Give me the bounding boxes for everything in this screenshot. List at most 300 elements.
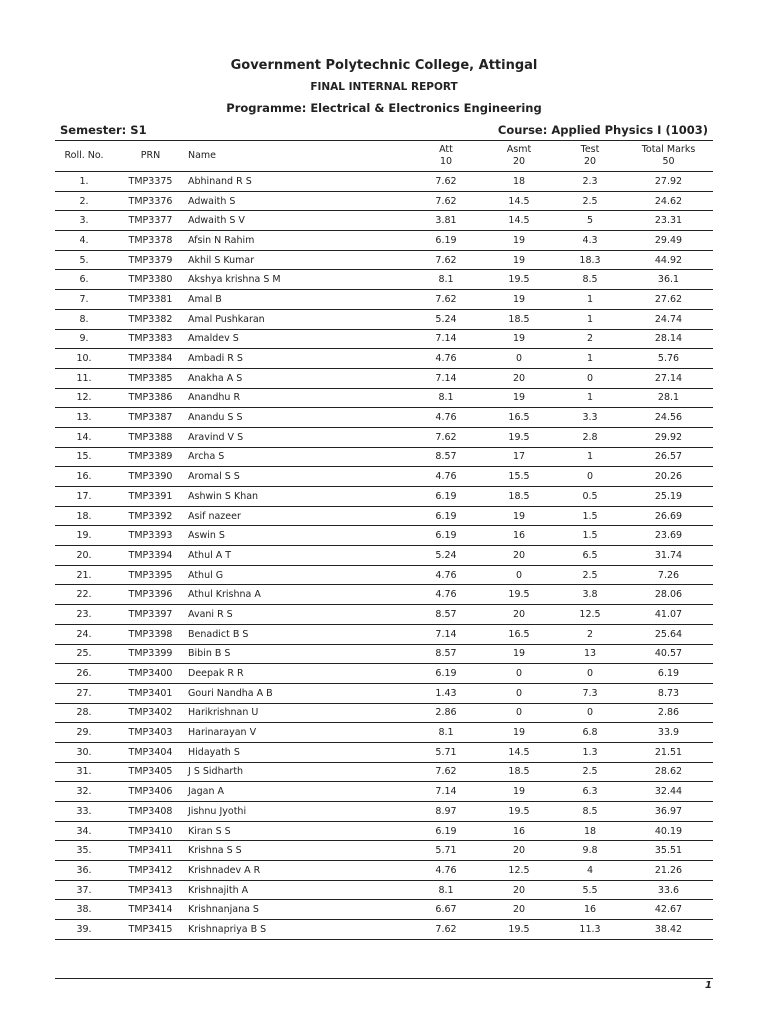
table-row [55,565,713,585]
total-cell: 23.31 [624,211,713,231]
table-row [55,211,713,231]
total-cell: 36.1 [624,270,713,290]
asmt-cell: 14.5 [482,211,556,231]
roll-no-cell: 33. [55,802,113,822]
att-cell: 7.14 [410,368,482,388]
prn-cell: TMP3393 [113,526,188,546]
roll-no-cell: 21. [55,565,113,585]
prn-cell: TMP3389 [113,447,188,467]
roll-no-cell: 22. [55,585,113,605]
table-row [55,762,713,782]
att-cell: 8.57 [410,644,482,664]
header-asmt-max: 20 [512,156,526,167]
att-cell: 1.43 [410,683,482,703]
att-cell: 6.19 [410,487,482,507]
att-cell: 5.24 [410,546,482,566]
roll-no-cell: 35. [55,841,113,861]
name-cell: Krishnadev A R [188,861,410,881]
programme-name: Programme: Electrical & Electronics Engineering [226,101,542,115]
asmt-cell: 19 [482,388,556,408]
att-cell: 7.62 [410,172,482,192]
name-cell: Asif nazeer [188,506,410,526]
total-cell: 29.49 [624,231,713,251]
prn-cell: TMP3395 [113,565,188,585]
asmt-cell: 20 [482,880,556,900]
att-cell: 6.19 [410,821,482,841]
prn-cell: TMP3412 [113,861,188,881]
name-cell: Athul G [188,565,410,585]
name-cell: Kiran S S [188,821,410,841]
test-cell: 2.5 [556,191,624,211]
page-number: 1 [705,980,712,991]
name-cell: Deepak R R [188,664,410,684]
table-row [55,821,713,841]
roll-no-cell: 6. [55,270,113,290]
asmt-cell: 19 [482,250,556,270]
name-cell: Benadict B S [188,624,410,644]
name-cell: Abhinand R S [188,172,410,192]
att-cell: 7.62 [410,250,482,270]
total-cell: 27.62 [624,290,713,310]
asmt-cell: 18 [482,172,556,192]
roll-no-cell: 19. [55,526,113,546]
test-cell: 1.5 [556,506,624,526]
report-title: FINAL INTERNAL REPORT [310,81,458,93]
roll-no-cell: 38. [55,900,113,920]
att-cell: 7.14 [410,782,482,802]
name-cell: Avani R S [188,605,410,625]
table-row [55,861,713,881]
asmt-cell: 15.5 [482,467,556,487]
total-cell: 7.26 [624,565,713,585]
header-att-max: 10 [439,156,453,167]
name-cell: Bibin B S [188,644,410,664]
roll-no-cell: 5. [55,250,113,270]
test-cell: 0.5 [556,487,624,507]
roll-no-cell: 25. [55,644,113,664]
prn-cell: TMP3405 [113,762,188,782]
roll-no-cell: 2. [55,191,113,211]
asmt-cell: 19 [482,329,556,349]
name-cell: Krishnajith A [188,880,410,900]
table-row [55,664,713,684]
att-cell: 5.71 [410,841,482,861]
test-cell: 2 [556,624,624,644]
test-cell: 2.5 [556,762,624,782]
att-cell: 7.62 [410,191,482,211]
asmt-cell: 20 [482,605,556,625]
test-cell: 0 [556,703,624,723]
table-row [55,644,713,664]
total-cell: 21.26 [624,861,713,881]
prn-cell: TMP3385 [113,368,188,388]
prn-cell: TMP3413 [113,880,188,900]
roll-no-cell: 14. [55,427,113,447]
test-cell: 0 [556,664,624,684]
asmt-cell: 20 [482,368,556,388]
table-row [55,624,713,644]
table-row [55,683,713,703]
att-cell: 7.62 [410,762,482,782]
roll-no-cell: 39. [55,920,113,940]
name-cell: Aravind V S [188,427,410,447]
table-row [55,742,713,762]
name-cell: Jishnu Jyothi [188,802,410,822]
roll-no-cell: 20. [55,546,113,566]
name-cell: Jagan A [188,782,410,802]
total-cell: 33.6 [624,880,713,900]
total-cell: 38.42 [624,920,713,940]
table-row [55,900,713,920]
name-cell: Adwaith S [188,191,410,211]
att-cell: 2.86 [410,703,482,723]
prn-cell: TMP3415 [113,920,188,940]
name-cell: Akhil S Kumar [188,250,410,270]
table-row [55,191,713,211]
name-cell: Amal Pushkaran [188,309,410,329]
att-cell: 7.62 [410,290,482,310]
prn-cell: TMP3402 [113,703,188,723]
asmt-cell: 18.5 [482,309,556,329]
table-row [55,309,713,329]
table-row [55,526,713,546]
total-cell: 8.73 [624,683,713,703]
roll-no-cell: 10. [55,349,113,369]
asmt-cell: 20 [482,546,556,566]
att-cell: 8.57 [410,447,482,467]
name-cell: Athul Krishna A [188,585,410,605]
table-row [55,427,713,447]
header-prn: PRN [113,141,188,172]
test-cell: 2.5 [556,565,624,585]
roll-no-cell: 24. [55,624,113,644]
asmt-cell: 16.5 [482,408,556,428]
roll-no-cell: 9. [55,329,113,349]
att-cell: 8.1 [410,723,482,743]
test-cell: 8.5 [556,270,624,290]
att-cell: 3.81 [410,211,482,231]
att-cell: 8.97 [410,802,482,822]
test-cell: 6.5 [556,546,624,566]
asmt-cell: 18.5 [482,487,556,507]
header-total-marks: Total Marks 50 [624,141,713,172]
table-body [55,172,713,940]
asmt-cell: 19.5 [482,585,556,605]
prn-cell: TMP3397 [113,605,188,625]
table-row [55,270,713,290]
att-cell: 6.19 [410,506,482,526]
total-cell: 44.92 [624,250,713,270]
att-cell: 7.62 [410,920,482,940]
prn-cell: TMP3406 [113,782,188,802]
att-cell: 4.76 [410,467,482,487]
prn-cell: TMP3399 [113,644,188,664]
table-row [55,329,713,349]
name-cell: Akshya krishna S M [188,270,410,290]
semester-label: Semester: S1 [60,123,147,137]
asmt-cell: 14.5 [482,742,556,762]
marks-table [55,140,713,940]
roll-no-cell: 37. [55,880,113,900]
asmt-cell: 16.5 [482,624,556,644]
roll-no-cell: 12. [55,388,113,408]
test-cell: 1 [556,309,624,329]
total-cell: 31.74 [624,546,713,566]
roll-no-cell: 15. [55,447,113,467]
total-cell: 24.74 [624,309,713,329]
test-cell: 0 [556,368,624,388]
table-row [55,408,713,428]
table-row [55,546,713,566]
total-cell: 2.86 [624,703,713,723]
table-row [55,506,713,526]
asmt-cell: 19 [482,290,556,310]
total-cell: 6.19 [624,664,713,684]
att-cell: 6.19 [410,231,482,251]
asmt-cell: 20 [482,841,556,861]
total-cell: 36.97 [624,802,713,822]
test-cell: 7.3 [556,683,624,703]
test-cell: 1.3 [556,742,624,762]
total-cell: 24.56 [624,408,713,428]
att-cell: 7.14 [410,329,482,349]
prn-cell: TMP3396 [113,585,188,605]
name-cell: Athul A T [188,546,410,566]
asmt-cell: 12.5 [482,861,556,881]
roll-no-cell: 29. [55,723,113,743]
asmt-cell: 19 [482,644,556,664]
name-cell: Gouri Nandha A B [188,683,410,703]
roll-no-cell: 30. [55,742,113,762]
asmt-cell: 19 [482,231,556,251]
test-cell: 6.8 [556,723,624,743]
prn-cell: TMP3394 [113,546,188,566]
roll-no-cell: 17. [55,487,113,507]
att-cell: 5.24 [410,309,482,329]
name-cell: Krishna S S [188,841,410,861]
name-cell: Anandhu R [188,388,410,408]
total-cell: 40.57 [624,644,713,664]
table-row [55,388,713,408]
total-cell: 26.69 [624,506,713,526]
test-cell: 6.3 [556,782,624,802]
total-cell: 23.69 [624,526,713,546]
asmt-cell: 0 [482,349,556,369]
test-cell: 18.3 [556,250,624,270]
prn-cell: TMP3383 [113,329,188,349]
table-row [55,231,713,251]
prn-cell: TMP3400 [113,664,188,684]
test-cell: 18 [556,821,624,841]
roll-no-cell: 26. [55,664,113,684]
roll-no-cell: 27. [55,683,113,703]
att-cell: 5.71 [410,742,482,762]
prn-cell: TMP3387 [113,408,188,428]
table-row [55,172,713,192]
prn-cell: TMP3411 [113,841,188,861]
test-cell: 12.5 [556,605,624,625]
roll-no-cell: 8. [55,309,113,329]
test-cell: 5.5 [556,880,624,900]
roll-no-cell: 28. [55,703,113,723]
roll-no-cell: 1. [55,172,113,192]
total-cell: 42.67 [624,900,713,920]
roll-no-cell: 32. [55,782,113,802]
total-cell: 25.19 [624,487,713,507]
table-header-row [55,141,713,172]
prn-cell: TMP3391 [113,487,188,507]
att-cell: 8.57 [410,605,482,625]
header-asmt: Asmt 20 [482,141,556,172]
att-cell: 7.62 [410,427,482,447]
total-cell: 27.92 [624,172,713,192]
table-row [55,723,713,743]
name-cell: Krishnanjana S [188,900,410,920]
prn-cell: TMP3390 [113,467,188,487]
table-row [55,290,713,310]
test-cell: 0 [556,467,624,487]
total-cell: 26.57 [624,447,713,467]
roll-no-cell: 31. [55,762,113,782]
table-row [55,782,713,802]
asmt-cell: 16 [482,821,556,841]
prn-cell: TMP3410 [113,821,188,841]
prn-cell: TMP3398 [113,624,188,644]
prn-cell: TMP3377 [113,211,188,231]
name-cell: Anakha A S [188,368,410,388]
name-cell: Ashwin S Khan [188,487,410,507]
prn-cell: TMP3379 [113,250,188,270]
prn-cell: TMP3401 [113,683,188,703]
total-cell: 24.62 [624,191,713,211]
footer-divider [55,978,713,979]
asmt-cell: 20 [482,900,556,920]
att-cell: 4.76 [410,585,482,605]
asmt-cell: 16 [482,526,556,546]
roll-no-cell: 7. [55,290,113,310]
asmt-cell: 19.5 [482,802,556,822]
test-cell: 3.8 [556,585,624,605]
name-cell: Hidayath S [188,742,410,762]
table-row [55,841,713,861]
table-row [55,349,713,369]
test-cell: 1 [556,349,624,369]
header-att: Att 10 [410,141,482,172]
prn-cell: TMP3414 [113,900,188,920]
table-row [55,802,713,822]
table-row [55,368,713,388]
prn-cell: TMP3392 [113,506,188,526]
table-row [55,447,713,467]
table-row [55,703,713,723]
prn-cell: TMP3380 [113,270,188,290]
header-roll-no: Roll. No. [55,141,113,172]
test-cell: 1 [556,388,624,408]
test-cell: 5 [556,211,624,231]
prn-cell: TMP3388 [113,427,188,447]
att-cell: 4.76 [410,565,482,585]
prn-cell: TMP3381 [113,290,188,310]
prn-cell: TMP3403 [113,723,188,743]
test-cell: 1 [556,447,624,467]
total-cell: 35.51 [624,841,713,861]
table-row [55,487,713,507]
name-cell: Harikrishnan U [188,703,410,723]
total-cell: 20.26 [624,467,713,487]
total-cell: 5.76 [624,349,713,369]
table-row [55,585,713,605]
roll-no-cell: 11. [55,368,113,388]
prn-cell: TMP3378 [113,231,188,251]
name-cell: Amal B [188,290,410,310]
test-cell: 11.3 [556,920,624,940]
roll-no-cell: 16. [55,467,113,487]
total-cell: 25.64 [624,624,713,644]
asmt-cell: 17 [482,447,556,467]
header-name: Name [188,141,410,172]
att-cell: 6.67 [410,900,482,920]
name-cell: Archa S [188,447,410,467]
table-row [55,880,713,900]
att-cell: 4.76 [410,349,482,369]
name-cell: Anandu S S [188,408,410,428]
test-cell: 8.5 [556,802,624,822]
att-cell: 8.1 [410,880,482,900]
roll-no-cell: 34. [55,821,113,841]
name-cell: J S Sidharth [188,762,410,782]
total-cell: 33.9 [624,723,713,743]
name-cell: Krishnapriya B S [188,920,410,940]
name-cell: Aromal S S [188,467,410,487]
asmt-cell: 19.5 [482,920,556,940]
asmt-cell: 19 [482,782,556,802]
att-cell: 6.19 [410,526,482,546]
total-cell: 27.14 [624,368,713,388]
total-cell: 29.92 [624,427,713,447]
asmt-cell: 18.5 [482,762,556,782]
test-cell: 2.8 [556,427,624,447]
total-cell: 28.62 [624,762,713,782]
asmt-cell: 0 [482,683,556,703]
name-cell: Ambadi R S [188,349,410,369]
total-cell: 28.1 [624,388,713,408]
test-cell: 4.3 [556,231,624,251]
asmt-cell: 19 [482,506,556,526]
asmt-cell: 19.5 [482,427,556,447]
test-cell: 2.3 [556,172,624,192]
header-total-max: 50 [662,156,675,167]
test-cell: 16 [556,900,624,920]
att-cell: 6.19 [410,664,482,684]
roll-no-cell: 13. [55,408,113,428]
total-cell: 28.14 [624,329,713,349]
table-row [55,605,713,625]
prn-cell: TMP3404 [113,742,188,762]
test-cell: 13 [556,644,624,664]
total-cell: 40.19 [624,821,713,841]
name-cell: Adwaith S V [188,211,410,231]
roll-no-cell: 36. [55,861,113,881]
roll-no-cell: 4. [55,231,113,251]
table-row [55,250,713,270]
name-cell: Harinarayan V [188,723,410,743]
test-cell: 2 [556,329,624,349]
asmt-cell: 0 [482,565,556,585]
asmt-cell: 19.5 [482,270,556,290]
att-cell: 8.1 [410,388,482,408]
name-cell: Aswin S [188,526,410,546]
roll-no-cell: 18. [55,506,113,526]
